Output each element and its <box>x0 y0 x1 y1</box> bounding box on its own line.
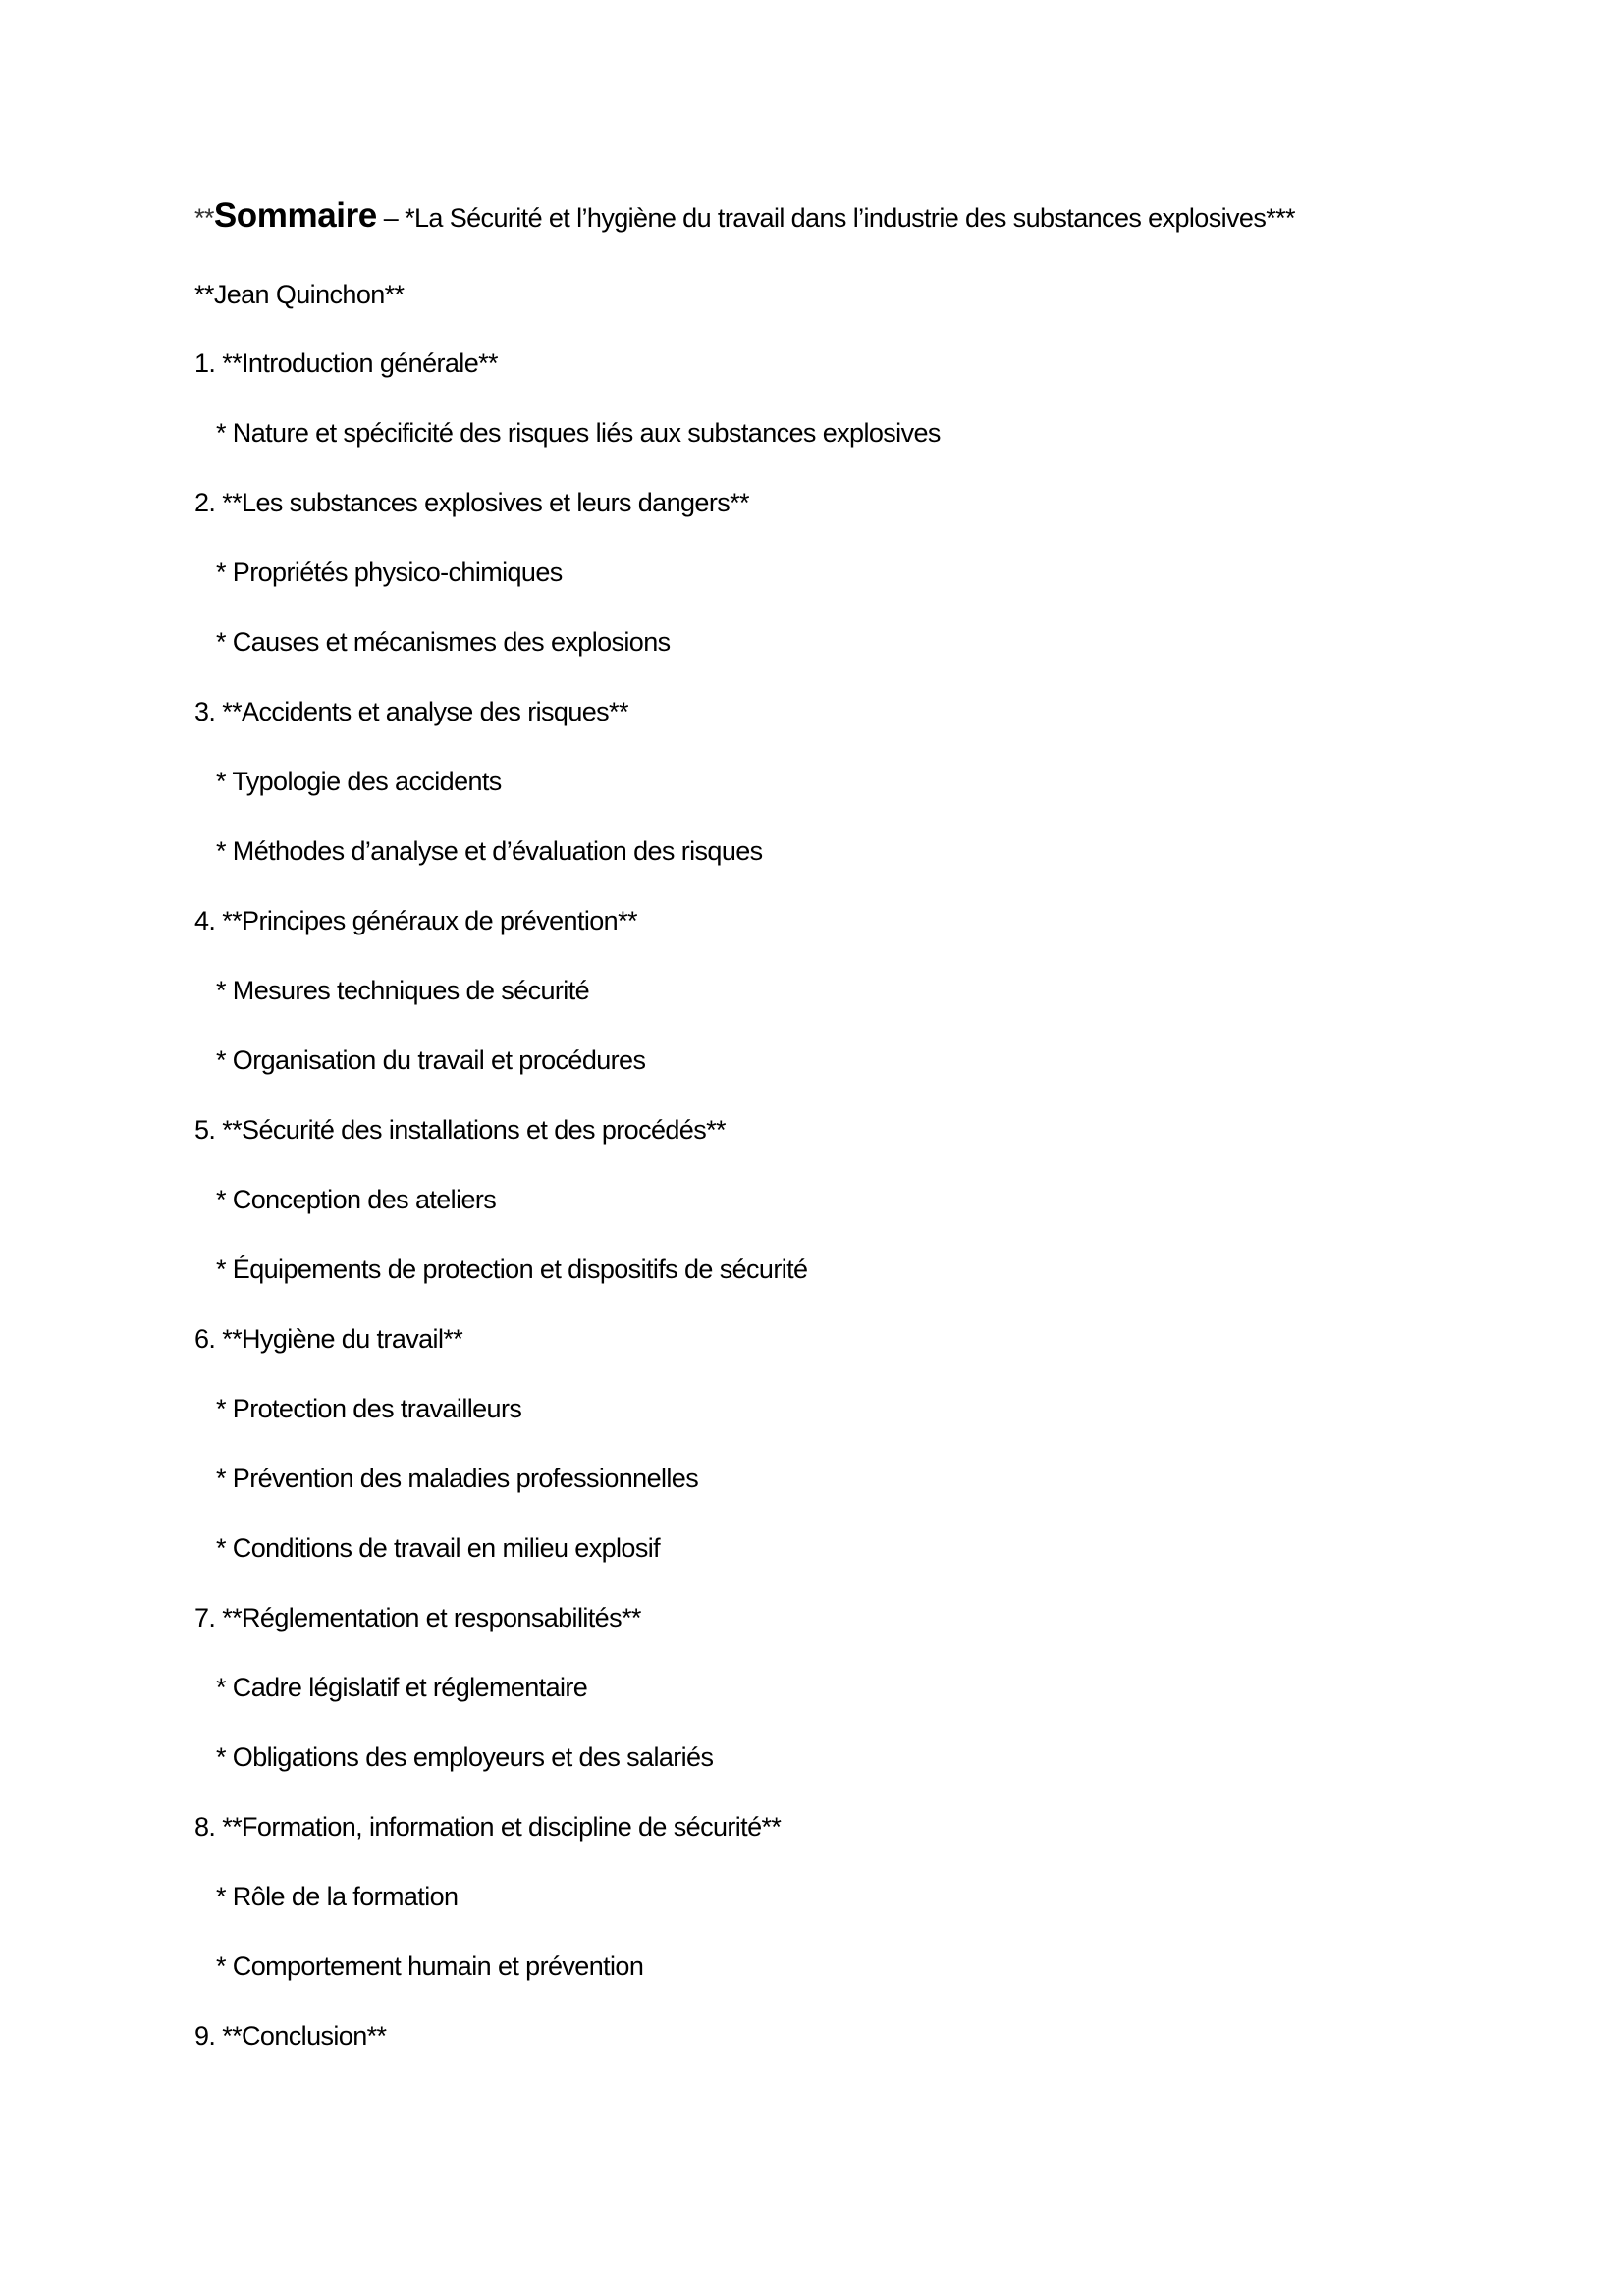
section-heading: 6. **Hygiène du travail** <box>194 1324 463 1354</box>
section-item: * Conditions de travail en milieu explosif <box>216 1533 661 1563</box>
section-heading: 8. **Formation, information et discipline de sécurité** <box>194 1812 782 1842</box>
section-item: * Méthodes d’analyse et d’évaluation des risques <box>216 836 763 866</box>
section-item: * Comportement humain et prévention <box>216 1951 644 1981</box>
section-item: * Cadre législatif et réglementaire <box>216 1673 588 1702</box>
section-item: * Mesures techniques de sécurité <box>216 976 590 1005</box>
document-title <box>194 198 1295 236</box>
section-item: * Typologie des accidents <box>216 767 502 796</box>
section-heading: 4. **Principes généraux de prévention** <box>194 906 637 935</box>
title-rest: – *La Sécurité et l’hygiène du travail dans l’industrie des substances explosives*** <box>376 203 1295 233</box>
section-heading: 1. **Introduction générale** <box>194 348 498 378</box>
section-item: * Prévention des maladies professionnelles <box>216 1464 699 1493</box>
author-line: **Jean Quinchon** <box>194 280 405 309</box>
section-item: * Rôle de la formation <box>216 1882 459 1911</box>
section-heading: 9. **Conclusion** <box>194 2021 387 2051</box>
section-item: * Organisation du travail et procédures <box>216 1045 646 1075</box>
section-item: * Équipements de protection et dispositifs de sécurité <box>216 1255 808 1284</box>
section-item: * Protection des travailleurs <box>216 1394 522 1423</box>
section-heading: 7. **Réglementation et responsabilités** <box>194 1603 641 1632</box>
section-heading: 2. **Les substances explosives et leurs dangers** <box>194 488 749 517</box>
section-item: * Conception des ateliers <box>216 1185 497 1214</box>
title-bold: Sommaire <box>213 196 377 235</box>
section-item: * Propriétés physico-chimiques <box>216 558 563 587</box>
title-prefix: ** <box>194 203 214 233</box>
section-heading: 3. **Accidents et analyse des risques** <box>194 697 628 726</box>
section-item: * Obligations des employeurs et des salariés <box>216 1742 714 1772</box>
section-item: * Causes et mécanismes des explosions <box>216 627 671 657</box>
section-heading: 5. **Sécurité des installations et des procédés** <box>194 1115 726 1145</box>
section-item: * Nature et spécificité des risques liés aux substances explosives <box>216 418 941 448</box>
